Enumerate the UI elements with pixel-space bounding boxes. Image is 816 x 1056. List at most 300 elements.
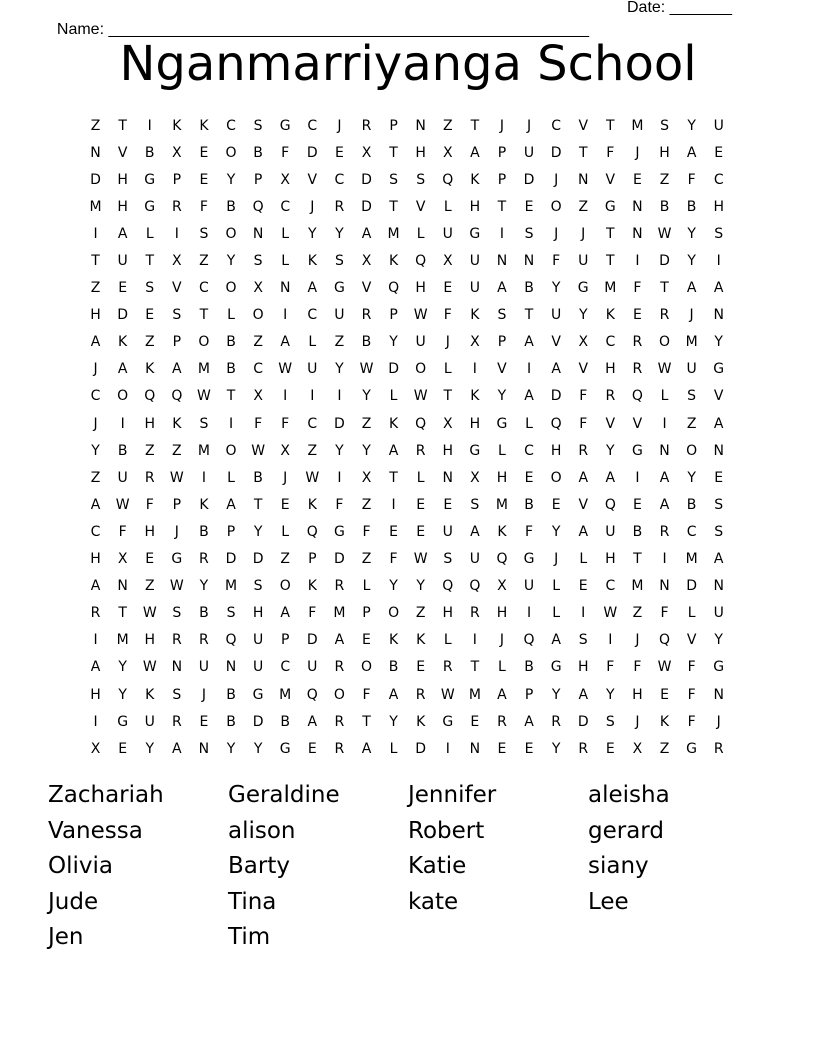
grid-letter: A bbox=[280, 605, 290, 622]
grid-letter: L bbox=[443, 361, 452, 378]
grid-letter: L bbox=[687, 605, 696, 622]
grid-letter: F bbox=[687, 713, 696, 730]
grid-letter: J bbox=[445, 334, 450, 351]
grid-letter: R bbox=[334, 578, 345, 595]
grid-letter: A bbox=[226, 496, 236, 513]
word-list-item: Katie bbox=[408, 853, 467, 879]
grid-letter: E bbox=[118, 740, 128, 757]
grid-letter: I bbox=[635, 253, 640, 270]
grid-letter: R bbox=[171, 713, 182, 730]
word-list-item: alison bbox=[228, 817, 296, 844]
grid-letter: I bbox=[93, 225, 98, 242]
grid-letter: Y bbox=[335, 225, 344, 242]
grid-letter: X bbox=[280, 442, 290, 459]
grid-letter: N bbox=[442, 469, 453, 486]
grid-letter: F bbox=[145, 496, 154, 513]
grid-letter: K bbox=[118, 334, 128, 351]
grid-letter: A bbox=[605, 469, 616, 486]
grid-letter: J bbox=[554, 171, 559, 188]
grid-letter: Z bbox=[90, 117, 101, 134]
grid-letter: B bbox=[686, 496, 697, 513]
grid-letter: F bbox=[362, 686, 371, 703]
grid-letter: E bbox=[280, 496, 290, 513]
grid-letter: G bbox=[279, 117, 291, 134]
grid-letter: I bbox=[310, 388, 315, 405]
grid-letter: T bbox=[145, 253, 155, 270]
grid-letter: I bbox=[445, 740, 450, 757]
grid-letter: R bbox=[578, 442, 589, 459]
grid-letter: R bbox=[442, 659, 453, 676]
grid-letter: S bbox=[605, 713, 615, 730]
grid-letter: J bbox=[337, 117, 342, 134]
grid-letter: F bbox=[660, 605, 669, 622]
grid-letter: H bbox=[442, 605, 454, 622]
grid-letter: O bbox=[415, 361, 427, 378]
grid-letter: H bbox=[469, 198, 481, 215]
grid-letter: J bbox=[554, 551, 559, 568]
grid-letter: H bbox=[632, 686, 643, 703]
grid-letter: V bbox=[117, 144, 128, 161]
grid-letter: M bbox=[685, 334, 698, 351]
grid-letter: Y bbox=[687, 469, 696, 486]
grid-letter: F bbox=[687, 171, 696, 188]
grid-letter: X bbox=[172, 144, 182, 161]
grid-letter: M bbox=[224, 578, 238, 595]
grid-letter: N bbox=[90, 144, 101, 161]
grid-letter: U bbox=[578, 253, 589, 270]
grid-letter: Q bbox=[604, 496, 616, 513]
grid-letter: B bbox=[280, 713, 290, 730]
grid-letter: Y bbox=[362, 442, 371, 459]
grid-letter: C bbox=[280, 198, 291, 215]
grid-letter: I bbox=[662, 551, 667, 568]
grid-letter: N bbox=[225, 659, 237, 676]
grid-letter: A bbox=[388, 686, 399, 703]
grid-letter: O bbox=[252, 307, 264, 324]
grid-letter: R bbox=[497, 713, 507, 730]
grid-letter: R bbox=[632, 361, 643, 378]
grid-letter: G bbox=[333, 280, 345, 297]
grid-letter: D bbox=[225, 551, 237, 568]
grid-letter: N bbox=[252, 225, 264, 242]
grid-letter: R bbox=[334, 659, 345, 676]
grid-letter: G bbox=[469, 442, 481, 459]
name-field-label: Name: ______________________________________________________ bbox=[56, 21, 589, 38]
grid-letter: Z bbox=[578, 198, 589, 215]
grid-letter: K bbox=[497, 523, 507, 540]
grid-letter: O bbox=[550, 469, 562, 486]
grid-letter: I bbox=[662, 415, 667, 432]
grid-letter: J bbox=[499, 117, 505, 134]
grid-letter: B bbox=[524, 659, 534, 676]
grid-letter: M bbox=[89, 198, 102, 215]
grid-letter: P bbox=[226, 523, 236, 540]
grid-letter: J bbox=[93, 415, 98, 432]
grid-letter: C bbox=[713, 171, 724, 188]
grid-letter: Y bbox=[687, 225, 696, 242]
grid-letter: A bbox=[90, 334, 101, 351]
grid-letter: U bbox=[198, 659, 210, 676]
grid-letter: X bbox=[442, 144, 453, 161]
grid-letter: F bbox=[443, 307, 452, 324]
grid-letter: W bbox=[142, 605, 157, 622]
grid-letter: Y bbox=[118, 659, 127, 676]
grid-letter: U bbox=[686, 361, 697, 378]
grid-letter: P bbox=[524, 686, 534, 703]
header-line bbox=[48, 0, 748, 38]
grid-letter: O bbox=[333, 686, 345, 703]
grid-letter: U bbox=[442, 523, 453, 540]
grid-letter: E bbox=[524, 469, 534, 486]
grid-letter: B bbox=[361, 334, 372, 351]
grid-letter: L bbox=[443, 632, 452, 649]
grid-letter: T bbox=[118, 605, 127, 622]
grid-letter: T bbox=[226, 388, 236, 405]
grid-letter: Q bbox=[659, 632, 671, 649]
grid-letter: O bbox=[550, 198, 562, 215]
grid-letter: H bbox=[550, 442, 562, 459]
grid-letter: J bbox=[635, 713, 640, 730]
grid-letter: Y bbox=[253, 740, 263, 757]
grid-letter: V bbox=[632, 415, 643, 432]
grid-letter: J bbox=[201, 686, 206, 703]
grid-letter: L bbox=[145, 225, 154, 242]
word-list-item: aleisha bbox=[588, 782, 670, 808]
grid-letter: Y bbox=[551, 740, 561, 757]
grid-letter: D bbox=[523, 171, 535, 188]
grid-letter: C bbox=[199, 280, 209, 297]
grid-letter: I bbox=[391, 496, 396, 513]
grid-letter: E bbox=[145, 551, 155, 568]
grid-letter: H bbox=[496, 605, 508, 622]
grid-letter: Q bbox=[469, 578, 481, 595]
grid-letter: U bbox=[469, 551, 480, 568]
grid-letter: O bbox=[198, 334, 210, 351]
grid-letter: V bbox=[578, 496, 589, 513]
grid-letter: L bbox=[525, 415, 533, 432]
grid-letter: W bbox=[657, 361, 672, 378]
grid-letter: H bbox=[252, 605, 264, 622]
grid-letter: I bbox=[337, 469, 342, 486]
grid-letter: W bbox=[169, 469, 184, 486]
grid-letter: S bbox=[172, 307, 182, 324]
grid-letter: U bbox=[307, 361, 318, 378]
grid-letter: Y bbox=[253, 523, 263, 540]
grid-letter: C bbox=[307, 307, 318, 324]
grid-letter: B bbox=[524, 496, 534, 513]
grid-letter: I bbox=[93, 713, 98, 730]
grid-letter: J bbox=[581, 225, 586, 242]
grid-letter: D bbox=[550, 144, 562, 161]
grid-letter: T bbox=[470, 659, 480, 676]
grid-letter: L bbox=[552, 578, 561, 595]
grid-letter: U bbox=[713, 605, 724, 622]
grid-letter: K bbox=[307, 578, 317, 595]
grid-letter: Y bbox=[714, 632, 723, 649]
grid-letter: Z bbox=[144, 442, 155, 459]
grid-letter: W bbox=[251, 442, 266, 459]
grid-letter: R bbox=[90, 605, 101, 622]
grid-letter: X bbox=[442, 415, 453, 432]
grid-letter: D bbox=[252, 551, 264, 568]
grid-letter: R bbox=[334, 198, 345, 215]
grid-letter: C bbox=[605, 334, 616, 351]
grid-letter: S bbox=[714, 523, 724, 540]
grid-letter: X bbox=[361, 469, 372, 486]
grid-letter: X bbox=[470, 334, 480, 351]
grid-letter: S bbox=[253, 578, 263, 595]
grid-letter: R bbox=[713, 740, 724, 757]
grid-letter: Z bbox=[90, 469, 101, 486]
grid-letter: Y bbox=[606, 442, 615, 459]
grid-letter: N bbox=[713, 442, 724, 459]
grid-letter: U bbox=[469, 253, 480, 270]
grid-letter: A bbox=[172, 740, 182, 757]
grid-letter: F bbox=[606, 659, 615, 676]
grid-letter: F bbox=[281, 144, 290, 161]
grid-letter: S bbox=[714, 496, 724, 513]
grid-letter: P bbox=[172, 334, 182, 351]
grid-letter: F bbox=[525, 523, 534, 540]
grid-letter: F bbox=[633, 659, 642, 676]
grid-letter: A bbox=[90, 496, 101, 513]
grid-letter: V bbox=[361, 280, 372, 297]
grid-letter: H bbox=[144, 415, 155, 432]
grid-letter: G bbox=[171, 551, 183, 568]
grid-letter: F bbox=[308, 605, 317, 622]
grid-letter: P bbox=[172, 171, 182, 188]
grid-letter: Y bbox=[578, 307, 588, 324]
grid-letter: A bbox=[307, 713, 318, 730]
grid-letter: Y bbox=[335, 442, 344, 459]
grid-letter: E bbox=[199, 713, 209, 730]
grid-letter: H bbox=[577, 659, 589, 676]
grid-letter: J bbox=[554, 225, 559, 242]
grid-letter: K bbox=[470, 307, 480, 324]
grid-letter: L bbox=[227, 469, 235, 486]
grid-letter: I bbox=[472, 361, 477, 378]
grid-letter: Z bbox=[659, 171, 670, 188]
word-list-item: gerard bbox=[588, 817, 664, 844]
grid-letter: G bbox=[252, 686, 264, 703]
grid-letter: Z bbox=[659, 740, 670, 757]
grid-letter: M bbox=[197, 442, 210, 459]
grid-letter: R bbox=[171, 198, 182, 215]
grid-letter: A bbox=[686, 280, 697, 297]
grid-letter: C bbox=[605, 578, 616, 595]
grid-letter: X bbox=[632, 740, 643, 757]
grid-letter: Q bbox=[225, 632, 237, 649]
grid-letter: E bbox=[714, 469, 724, 486]
grid-letter: I bbox=[635, 469, 640, 486]
grid-letter: N bbox=[659, 442, 670, 459]
grid-letter: K bbox=[199, 496, 209, 513]
grid-letter: B bbox=[659, 198, 670, 215]
grid-letter: S bbox=[172, 686, 182, 703]
grid-letter: R bbox=[199, 632, 209, 649]
grid-letter: U bbox=[442, 225, 453, 242]
grid-letter: C bbox=[90, 523, 101, 540]
grid-letter: A bbox=[334, 632, 345, 649]
grid-letter: D bbox=[252, 713, 264, 730]
grid-letter: I bbox=[147, 117, 152, 134]
grid-letter: A bbox=[117, 361, 128, 378]
grid-letter: V bbox=[605, 171, 616, 188]
grid-letter: O bbox=[686, 442, 698, 459]
grid-letter: A bbox=[713, 551, 724, 568]
grid-letter: C bbox=[280, 659, 291, 676]
grid-letter: O bbox=[225, 144, 237, 161]
grid-letter: W bbox=[413, 388, 428, 405]
grid-letter: R bbox=[659, 523, 670, 540]
grid-letter: E bbox=[497, 740, 507, 757]
grid-letter: E bbox=[578, 578, 588, 595]
grid-letter: T bbox=[199, 307, 209, 324]
grid-letter: H bbox=[144, 632, 155, 649]
grid-letter: B bbox=[632, 523, 643, 540]
grid-letter: G bbox=[577, 280, 589, 297]
grid-letter: N bbox=[415, 117, 426, 134]
grid-letter: L bbox=[281, 523, 290, 540]
grid-letter: K bbox=[388, 632, 399, 649]
grid-letter: T bbox=[578, 144, 588, 161]
grid-letter: B bbox=[226, 713, 236, 730]
grid-letter: E bbox=[334, 144, 344, 161]
grid-letter: G bbox=[604, 198, 616, 215]
grid-letter: Y bbox=[389, 713, 398, 730]
grid-letter: G bbox=[144, 171, 156, 188]
grid-letter: J bbox=[499, 632, 505, 649]
grid-letter: K bbox=[145, 686, 155, 703]
grid-letter: G bbox=[469, 225, 481, 242]
grid-letter: M bbox=[387, 225, 400, 242]
grid-letter: U bbox=[252, 659, 264, 676]
grid-letter: A bbox=[361, 740, 372, 757]
grid-letter: H bbox=[90, 686, 101, 703]
grid-letter: Z bbox=[253, 334, 263, 351]
grid-letter: N bbox=[171, 659, 183, 676]
grid-letter: E bbox=[443, 280, 453, 297]
word-list-item: Barty bbox=[228, 853, 290, 879]
grid-letter: R bbox=[361, 117, 372, 134]
grid-letter: T bbox=[389, 198, 398, 215]
grid-letter: J bbox=[526, 117, 532, 134]
grid-letter: S bbox=[253, 117, 263, 134]
grid-letter: N bbox=[577, 171, 589, 188]
grid-letter: P bbox=[253, 171, 263, 188]
grid-letter: D bbox=[117, 307, 129, 324]
grid-letter: O bbox=[279, 578, 291, 595]
grid-letter: A bbox=[686, 144, 697, 161]
grid-letter: K bbox=[416, 632, 426, 649]
grid-letter: G bbox=[631, 442, 643, 459]
grid-letter: N bbox=[713, 686, 724, 703]
grid-letter: R bbox=[415, 686, 426, 703]
grid-letter: B bbox=[226, 686, 236, 703]
grid-letter: E bbox=[632, 496, 642, 513]
grid-letter: N bbox=[469, 740, 481, 757]
grid-letter: X bbox=[117, 551, 128, 568]
grid-letter: E bbox=[118, 280, 128, 297]
word-list-item: Tim bbox=[228, 924, 271, 950]
grid-letter: R bbox=[551, 713, 561, 730]
grid-letter: Y bbox=[389, 578, 398, 595]
grid-letter: P bbox=[497, 171, 507, 188]
grid-letter: P bbox=[389, 117, 398, 134]
grid-letter: Y bbox=[145, 740, 155, 757]
grid-letter: W bbox=[413, 307, 428, 324]
grid-letter: F bbox=[687, 686, 696, 703]
grid-letter: L bbox=[443, 198, 452, 215]
grid-letter: R bbox=[469, 605, 480, 622]
grid-letter: J bbox=[283, 469, 288, 486]
grid-letter: E bbox=[443, 496, 453, 513]
grid-letter: A bbox=[578, 523, 589, 540]
grid-letter: E bbox=[470, 713, 480, 730]
grid-letter: P bbox=[172, 496, 182, 513]
grid-letter: L bbox=[281, 253, 290, 270]
grid-letter: M bbox=[116, 632, 129, 649]
grid-letter: A bbox=[307, 280, 318, 297]
grid-letter: I bbox=[526, 361, 532, 378]
grid-letter: Q bbox=[415, 415, 427, 432]
grid-letter: F bbox=[579, 415, 588, 432]
grid-letter: E bbox=[632, 171, 642, 188]
grid-letter: K bbox=[145, 361, 155, 378]
grid-letter: A bbox=[470, 144, 480, 161]
grid-letter: W bbox=[603, 605, 618, 622]
grid-letter: P bbox=[497, 334, 507, 351]
grid-letter: D bbox=[334, 551, 345, 568]
grid-letter: K bbox=[605, 307, 615, 324]
grid-letter: Y bbox=[551, 523, 561, 540]
grid-letter: I bbox=[201, 469, 206, 486]
grid-letter: K bbox=[199, 117, 209, 134]
grid-letter: A bbox=[497, 280, 507, 297]
grid-letter: F bbox=[687, 659, 696, 676]
grid-letter: R bbox=[632, 334, 643, 351]
word-list-item: Olivia bbox=[48, 853, 113, 879]
grid-letter: U bbox=[523, 144, 535, 161]
grid-letter: H bbox=[117, 198, 128, 215]
grid-letter: E bbox=[714, 144, 724, 161]
grid-letter: D bbox=[415, 740, 427, 757]
grid-letter: B bbox=[144, 144, 155, 161]
grid-letter: N bbox=[632, 198, 643, 215]
grid-letter: S bbox=[524, 225, 534, 242]
grid-letter: F bbox=[335, 496, 344, 513]
grid-letter: X bbox=[470, 469, 480, 486]
grid-letter: L bbox=[498, 442, 506, 459]
grid-letter: X bbox=[172, 253, 182, 270]
grid-letter: I bbox=[174, 225, 179, 242]
grid-letter: W bbox=[359, 361, 374, 378]
grid-letter: F bbox=[579, 388, 588, 405]
grid-letter: I bbox=[228, 415, 234, 432]
grid-letter: E bbox=[416, 659, 426, 676]
grid-letter: Q bbox=[306, 523, 318, 540]
word-list-item: kate bbox=[408, 888, 459, 915]
grid-letter: L bbox=[389, 740, 398, 757]
grid-letter: I bbox=[283, 388, 288, 405]
grid-letter: U bbox=[252, 632, 264, 649]
grid-letter: Y bbox=[687, 117, 696, 134]
grid-letter: F bbox=[362, 523, 371, 540]
grid-letter: N bbox=[659, 578, 670, 595]
grid-letter: M bbox=[685, 551, 698, 568]
grid-letter: N bbox=[713, 578, 724, 595]
grid-letter: Z bbox=[90, 280, 101, 297]
